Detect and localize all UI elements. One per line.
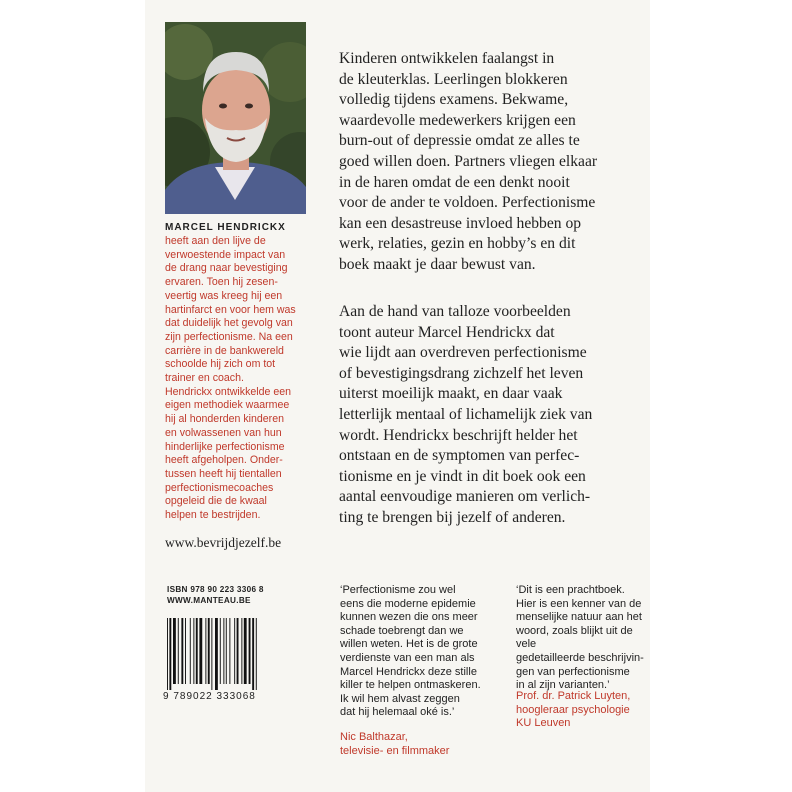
barcode-bar (215, 618, 218, 690)
barcode-bar (249, 618, 251, 684)
barcode-bar (252, 618, 254, 690)
barcode-bar (220, 618, 221, 684)
barcode-bar (241, 618, 242, 684)
barcode-bar (167, 618, 168, 690)
barcode-bar (211, 618, 212, 690)
barcode-bar (196, 618, 198, 684)
author-name: MARCEL HENDRICKX (165, 222, 286, 233)
barcode-bar (190, 618, 191, 684)
isbn-text: ISBN 978 90 223 3306 8 WWW.MANTEAU.BE (167, 585, 264, 605)
barcode-bar (193, 618, 194, 684)
barcode-bar (185, 618, 186, 684)
barcode-bar (223, 618, 224, 684)
barcode-digits: 9 789022 333068 (163, 691, 256, 702)
barcode-bar (173, 618, 176, 684)
barcode-bar (208, 618, 210, 684)
author-website[interactable]: www.bevrijdjezelf.be (165, 535, 282, 550)
barcode-bar (256, 618, 257, 690)
blurb-paragraph-2: Aan de hand van talloze voorbeelden toont auteur Marcel Hendrickx dat wie lijdt aan overdreven perfectionisme of bevestigingsdrang zichzelf het leven uiterst moeilijk maakt, en daar vaak letterlijk mentaal of lichamelijk ziek van wordt. Hendrickx beschrijft helder het ontstaan en de symptomen van perfec- tionisme en je vindt in dit boek ook een aantal eenvoudige manieren om verlich- ting te brengen bij jezelf of anderen. (339, 303, 593, 526)
barcode-bar (181, 618, 183, 684)
barcode (167, 618, 287, 690)
quote-1-text: ‘Perfectionisme zou wel eens die moderne epidemie kunnen wezen die ons meer schade toebrengt dan we willen weten. Het is de grote verdienste van een man als Marcel Hendrickx deze stille killer te helpen ontmaskeren. Ik wil hem alvast zeggen dat hij helemaal oké is.’ (340, 584, 481, 719)
blurb-paragraph-1: Kinderen ontwikkelen faalangst in de kleuterklas. Leerlingen blokkeren volledig tijdens examens. Bekwame, waardevolle medewerkers krijgen een burn-out of depressie omdat ze alles te goed willen doen. Partners vliegen elkaar in de haren omdat de een denkt nooit voor de ander te voldoen. Perfectionisme kan een desastreuse invloed hebben op werk, relaties, gezin en hobby’s en dit boek maakt je daar bewust van. (339, 50, 598, 273)
barcode-bar (237, 618, 239, 684)
barcode-bar (244, 618, 247, 684)
barcode-bar (226, 618, 227, 684)
quote-2-text: ‘Dit is een prachtboek. Hier is een kenner van de menselijke natuur aan het woord, zoals blijkt uit de vele gedetailleerde beschrijvin- gen van perfectionisme in al zijn varianten.’ (516, 584, 644, 692)
barcode-bar (178, 618, 179, 684)
barcode-bar (199, 618, 202, 684)
barcode-bar (205, 618, 206, 684)
author-bio: heeft aan den lijve de verwoestende impact van de drang naar bevestiging ervaren. Toen hij zesen- veertig was kreeg hij een hartinfarct en voor hem was dat duidelijk het gevolg van zijn perfectionisme. Na een carrière in de bankwereld schoolde hij zich om tot trainer en coach. Hendrickx ontwikkelde een eigen methodiek waarmee hij al honderden kinderen en volwassenen van hun hinderlijke perfectionisme heeft afgeholpen. Onder- tussen heeft hij tientallen perfectionismecoaches opgeleid die de kwaal helpen te bestrijden. (165, 235, 296, 522)
quote-2-attribution: Prof. dr. Patrick Luyten, hoogleraar psychologie KU Leuven (516, 690, 631, 730)
barcode-bar (169, 618, 171, 690)
quote-1-attribution: Nic Balthazar, televisie- en filmmaker (340, 731, 450, 757)
author-photo (165, 22, 306, 214)
barcode-bar (229, 618, 230, 684)
barcode-bar (234, 618, 235, 684)
